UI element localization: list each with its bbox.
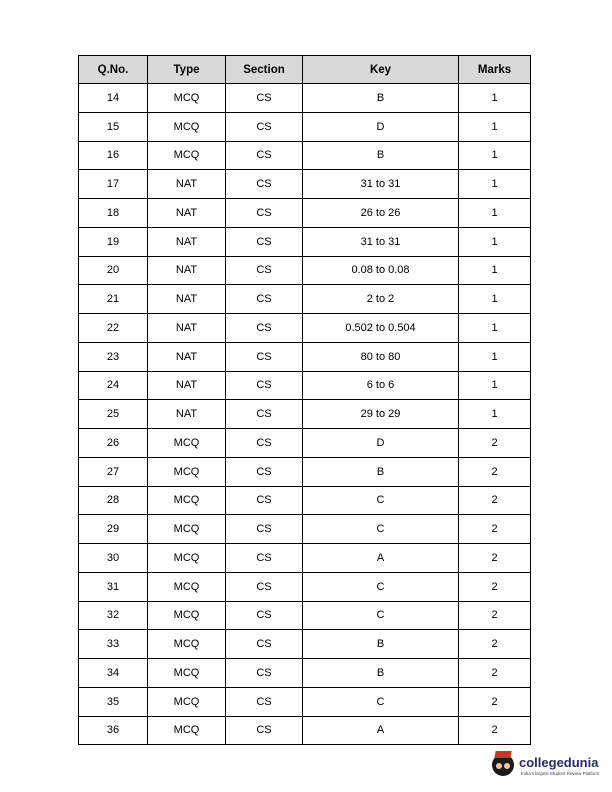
qno-cell: 16 xyxy=(79,141,148,170)
table-row xyxy=(79,716,531,745)
table-row xyxy=(79,601,531,630)
key-cell: 0.08 to 0.08 xyxy=(303,256,459,285)
logo-mascot-icon xyxy=(492,754,514,776)
marks-cell: 2 xyxy=(459,429,531,458)
table-body xyxy=(79,84,531,745)
key-cell: C xyxy=(303,515,459,544)
key-cell: 31 to 31 xyxy=(303,227,459,256)
marks-cell: 1 xyxy=(459,199,531,228)
qno-cell: 30 xyxy=(79,544,148,573)
table-row xyxy=(79,457,531,486)
marks-cell: 1 xyxy=(459,400,531,429)
table-row xyxy=(79,400,531,429)
table-row xyxy=(79,141,531,170)
key-cell: C xyxy=(303,601,459,630)
table-row xyxy=(79,342,531,371)
qno-cell: 36 xyxy=(79,716,148,745)
section-cell: CS xyxy=(226,515,303,544)
type-cell: NAT xyxy=(148,400,226,429)
table-row xyxy=(79,227,531,256)
type-cell: MCQ xyxy=(148,544,226,573)
type-cell: MCQ xyxy=(148,572,226,601)
key-cell: B xyxy=(303,630,459,659)
table-row xyxy=(79,630,531,659)
qno-cell: 31 xyxy=(79,572,148,601)
type-cell: MCQ xyxy=(148,630,226,659)
key-cell: C xyxy=(303,486,459,515)
marks-cell: 1 xyxy=(459,285,531,314)
type-cell: MCQ xyxy=(148,84,226,113)
marks-cell: 2 xyxy=(459,687,531,716)
marks-cell: 2 xyxy=(459,630,531,659)
section-cell: CS xyxy=(226,716,303,745)
type-cell: NAT xyxy=(148,227,226,256)
marks-cell: 1 xyxy=(459,84,531,113)
marks-cell: 2 xyxy=(459,572,531,601)
key-cell: B xyxy=(303,457,459,486)
section-cell: CS xyxy=(226,112,303,141)
table-row xyxy=(79,572,531,601)
logo-name: collegedunia xyxy=(519,755,599,770)
section-cell: CS xyxy=(226,457,303,486)
qno-cell: 35 xyxy=(79,687,148,716)
section-cell: CS xyxy=(226,544,303,573)
key-cell: B xyxy=(303,84,459,113)
key-cell: 2 to 2 xyxy=(303,285,459,314)
section-cell: CS xyxy=(226,371,303,400)
marks-cell: 2 xyxy=(459,544,531,573)
qno-cell: 19 xyxy=(79,227,148,256)
table-header-row xyxy=(79,56,531,84)
type-cell: NAT xyxy=(148,371,226,400)
table-row xyxy=(79,84,531,113)
key-cell: 31 to 31 xyxy=(303,170,459,199)
header-qno: Q.No. xyxy=(79,56,148,84)
qno-cell: 24 xyxy=(79,371,148,400)
section-cell: CS xyxy=(226,170,303,199)
marks-cell: 2 xyxy=(459,457,531,486)
header-section: Section xyxy=(226,56,303,84)
type-cell: MCQ xyxy=(148,429,226,458)
qno-cell: 20 xyxy=(79,256,148,285)
section-cell: CS xyxy=(226,342,303,371)
table-row xyxy=(79,314,531,343)
section-cell: CS xyxy=(226,400,303,429)
section-cell: CS xyxy=(226,285,303,314)
type-cell: MCQ xyxy=(148,659,226,688)
section-cell: CS xyxy=(226,141,303,170)
key-cell: C xyxy=(303,687,459,716)
qno-cell: 29 xyxy=(79,515,148,544)
qno-cell: 22 xyxy=(79,314,148,343)
marks-cell: 1 xyxy=(459,371,531,400)
key-cell: C xyxy=(303,572,459,601)
marks-cell: 2 xyxy=(459,486,531,515)
section-cell: CS xyxy=(226,659,303,688)
header-type: Type xyxy=(148,56,226,84)
type-cell: MCQ xyxy=(148,601,226,630)
table-row xyxy=(79,429,531,458)
type-cell: MCQ xyxy=(148,687,226,716)
key-cell: 0.502 to 0.504 xyxy=(303,314,459,343)
key-cell: B xyxy=(303,659,459,688)
qno-cell: 26 xyxy=(79,429,148,458)
collegedunia-logo xyxy=(492,752,610,782)
type-cell: MCQ xyxy=(148,515,226,544)
qno-cell: 25 xyxy=(79,400,148,429)
key-cell: A xyxy=(303,716,459,745)
qno-cell: 34 xyxy=(79,659,148,688)
section-cell: CS xyxy=(226,572,303,601)
section-cell: CS xyxy=(226,199,303,228)
type-cell: NAT xyxy=(148,256,226,285)
type-cell: NAT xyxy=(148,170,226,199)
qno-cell: 28 xyxy=(79,486,148,515)
key-cell: B xyxy=(303,141,459,170)
qno-cell: 15 xyxy=(79,112,148,141)
type-cell: MCQ xyxy=(148,457,226,486)
type-cell: NAT xyxy=(148,314,226,343)
type-cell: NAT xyxy=(148,342,226,371)
qno-cell: 23 xyxy=(79,342,148,371)
qno-cell: 17 xyxy=(79,170,148,199)
table-row xyxy=(79,687,531,716)
type-cell: NAT xyxy=(148,199,226,228)
header-key: Key xyxy=(303,56,459,84)
marks-cell: 2 xyxy=(459,601,531,630)
table-row xyxy=(79,659,531,688)
marks-cell: 1 xyxy=(459,170,531,199)
type-cell: NAT xyxy=(148,285,226,314)
section-cell: CS xyxy=(226,429,303,458)
marks-cell: 1 xyxy=(459,141,531,170)
section-cell: CS xyxy=(226,227,303,256)
section-cell: CS xyxy=(226,630,303,659)
answer-key-table-wrapper xyxy=(78,55,530,745)
qno-cell: 27 xyxy=(79,457,148,486)
marks-cell: 1 xyxy=(459,256,531,285)
key-cell: 80 to 80 xyxy=(303,342,459,371)
type-cell: MCQ xyxy=(148,716,226,745)
table-row xyxy=(79,515,531,544)
marks-cell: 1 xyxy=(459,314,531,343)
marks-cell: 1 xyxy=(459,227,531,256)
type-cell: MCQ xyxy=(148,141,226,170)
table-row xyxy=(79,199,531,228)
qno-cell: 32 xyxy=(79,601,148,630)
key-cell: D xyxy=(303,112,459,141)
table-row xyxy=(79,371,531,400)
table-row xyxy=(79,486,531,515)
table-row xyxy=(79,256,531,285)
qno-cell: 14 xyxy=(79,84,148,113)
key-cell: 29 to 29 xyxy=(303,400,459,429)
header-marks: Marks xyxy=(459,56,531,84)
key-cell: D xyxy=(303,429,459,458)
marks-cell: 2 xyxy=(459,716,531,745)
section-cell: CS xyxy=(226,84,303,113)
marks-cell: 2 xyxy=(459,659,531,688)
type-cell: MCQ xyxy=(148,486,226,515)
key-cell: 26 to 26 xyxy=(303,199,459,228)
answer-key-table xyxy=(78,55,531,745)
section-cell: CS xyxy=(226,256,303,285)
marks-cell: 1 xyxy=(459,342,531,371)
section-cell: CS xyxy=(226,601,303,630)
section-cell: CS xyxy=(226,314,303,343)
table-row xyxy=(79,285,531,314)
table-row xyxy=(79,112,531,141)
logo-tagline: India's largest Student Review Platform xyxy=(521,771,600,776)
key-cell: A xyxy=(303,544,459,573)
qno-cell: 21 xyxy=(79,285,148,314)
qno-cell: 33 xyxy=(79,630,148,659)
marks-cell: 2 xyxy=(459,515,531,544)
table-row xyxy=(79,544,531,573)
qno-cell: 18 xyxy=(79,199,148,228)
section-cell: CS xyxy=(226,687,303,716)
key-cell: 6 to 6 xyxy=(303,371,459,400)
section-cell: CS xyxy=(226,486,303,515)
marks-cell: 1 xyxy=(459,112,531,141)
table-row xyxy=(79,170,531,199)
type-cell: MCQ xyxy=(148,112,226,141)
